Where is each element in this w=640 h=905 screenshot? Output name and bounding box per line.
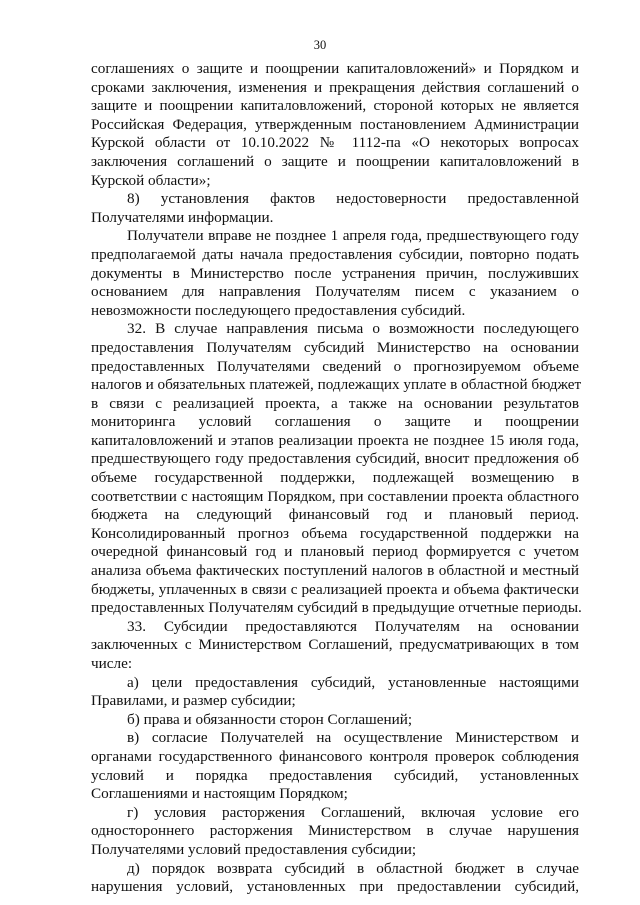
text-line: органами государственного финансового контроля проверок соблюдения: [91, 747, 579, 765]
text-line: Консолидированный прогноз объема государственной поддержки на: [91, 524, 579, 542]
text-line: числе:: [91, 655, 133, 672]
page-number: 30: [313, 38, 327, 52]
text-line: одностороннего расторжения Министерством в случае нарушения: [91, 822, 579, 840]
text-line: сроками заключения, изменения и прекращения действия соглашений о: [91, 78, 579, 96]
text-line: невозможности последующего предоставления субсидий.: [91, 301, 466, 319]
text-line: б) права и обязанности сторон Соглашений;: [127, 710, 413, 728]
text-line: заключения соглашений о защите и поощрении капиталовложений в: [91, 152, 579, 170]
text-line: предполагаемой даты начала предоставления субсидии, повторно подать: [91, 245, 579, 263]
text-line: Российская Федерация, утвержденным постановлением Администрации: [91, 115, 579, 133]
text-line: Курской области от 10.10.2022 № 1112-па «О некоторых вопросах: [91, 134, 579, 152]
text-line: Получателями информации.: [91, 208, 274, 226]
text-line: в) согласие Получателей на осуществление Министерством и: [127, 729, 579, 747]
text-line: основанием для направления Получателям писем с указанием о: [91, 283, 579, 301]
text-line: документы в Министерство после устранения причин, послуживших: [91, 264, 579, 282]
text-line: мониторинга условий соглашения о защите и поощрении: [91, 413, 579, 431]
text-line: а) цели предоставления субсидий, установленные настоящими: [127, 673, 579, 691]
text-line: Получатели вправе не позднее 1 апреля года, предшествующего году: [127, 227, 579, 245]
text-line: нарушения условий, установленных при предоставлении субсидий,: [91, 878, 579, 896]
text-line: 33. Субсидии предоставляются Получателям на основании: [127, 617, 579, 635]
text-line: соответствии с настоящим Порядком, при составлении проекта областного: [91, 487, 579, 505]
text-line: Правилами, и размер субсидии;: [91, 692, 296, 710]
text-line: заключенных с Министерством Соглашений, предусматривающих в том: [91, 636, 579, 654]
document-body: [91, 60, 582, 897]
text-line: Соглашениями и настоящим Порядком;: [91, 785, 348, 803]
text-line: бюджета на следующий финансовый год и плановый период.: [91, 506, 579, 524]
text-line: объеме государственной поддержки, подлежащей возмещению в: [91, 469, 579, 487]
text-line: условий и порядка предоставления субсидий, установленных: [91, 766, 579, 784]
text-line: бюджеты, уплаченных в связи с реализацией проекта и объема фактически: [91, 580, 579, 598]
text-line: защите и поощрении капиталовложений, стороной которых не является: [91, 97, 579, 115]
text-line: анализа объема фактических поступлений налогов в областной и местный: [91, 562, 579, 580]
text-line: в связи с реализацией проекта, а также на основании результатов: [91, 394, 579, 412]
text-line: предоставления Получателям субсидий Министерство на основании: [91, 338, 579, 356]
text-line: Получателями условий предоставления субсидии;: [91, 840, 417, 858]
text-line: предоставленных Получателями сведений о прогнозируемом объеме: [91, 357, 579, 375]
text-line: предоставленных Получателям субсидий в предыдущие отчетные периоды.: [91, 599, 582, 617]
text-line: очередной финансовый год и плановый период формируется с учетом: [91, 543, 579, 561]
text-line: д) порядок возврата субсидий в областной бюджет в случае: [127, 859, 579, 877]
text-line: предшествующего году предоставления субсидий, вносит предложения об: [91, 450, 579, 468]
text-line: 32. В случае направления письма о возможности последующего: [127, 320, 579, 338]
text-line: налогов и обязательных платежей, подлежащих уплате в областной бюджет: [91, 376, 582, 394]
text-line: 8) установления фактов недостоверности предоставленной: [127, 190, 579, 208]
text-line: Курской области»;: [91, 171, 211, 189]
text-line: г) условия расторжения Соглашений, включая условие его: [127, 803, 579, 821]
text-line: капиталовложений и этапов реализации проекта не позднее 15 июля года,: [91, 431, 579, 449]
text-line: соглашениях о защите и поощрении капиталовложений» и Порядком и: [91, 60, 579, 77]
